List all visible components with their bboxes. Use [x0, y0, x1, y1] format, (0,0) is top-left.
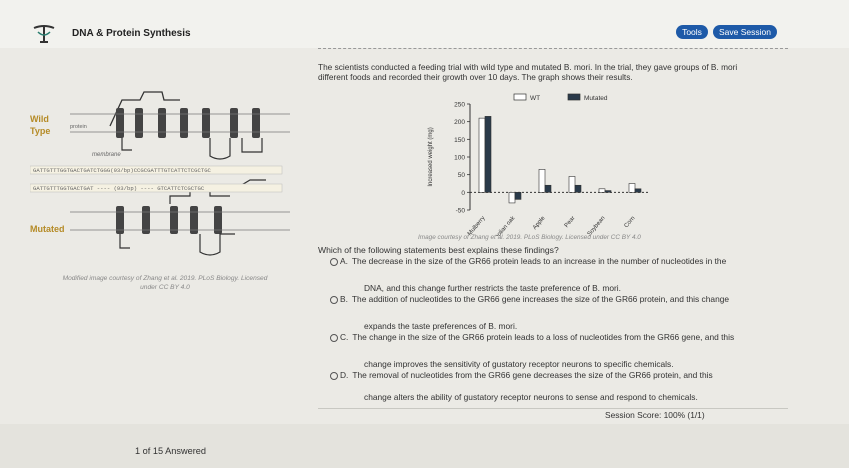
x-tick-label: Pear — [563, 215, 577, 230]
bar — [539, 169, 545, 192]
option-text: The removal of nucleotides from the GR66 gene decreases the size of the GR66 protein, and this — [352, 370, 713, 380]
legend-label: WT — [530, 95, 541, 102]
bar — [605, 191, 611, 193]
top-bar — [0, 0, 849, 48]
chart-caption: Image courtesy of Zhang et al. 2019. PLoS Biology. Licensed under CC BY 4.0 — [418, 234, 641, 241]
type-label: Type — [30, 126, 51, 136]
option-d[interactable] — [330, 366, 713, 384]
option-a[interactable] — [330, 252, 726, 270]
x-tick-label: Soybean — [586, 215, 607, 236]
dna-logo-icon — [32, 22, 56, 44]
y-tick-label: 200 — [454, 119, 465, 127]
wild-label: Wild — [30, 114, 49, 124]
radio-d[interactable] — [330, 372, 338, 380]
bar — [599, 189, 605, 193]
protein-label: protein — [70, 124, 87, 130]
x-tick-label: Corn — [623, 215, 637, 230]
x-tick-label: Apple — [532, 215, 547, 232]
answered-count: 1 of 15 Answered — [135, 446, 206, 456]
app-title: DNA & Protein Synthesis — [72, 28, 191, 39]
y-tick-label: 0 — [461, 189, 465, 197]
save-session-button[interactable]: Save Session — [713, 25, 777, 39]
legend-label: Mutated — [584, 95, 608, 102]
bar — [569, 176, 575, 192]
option-text: The addition of nucleotides to the GR66 gene increases the size of the GR66 protein, and this change — [351, 294, 730, 304]
divider — [318, 48, 788, 49]
tools-button[interactable]: Tools — [676, 25, 708, 39]
x-tick-label: Mongolian oak — [486, 215, 517, 236]
intro-line: The scientists conducted a feeding trial with wild type and mutated B. mori. In the trial, they gave groups of B. mori — [318, 62, 738, 72]
option-d-cont: change alters the ability of gustatory receptor neurons to sense and respond to chemicals. — [364, 392, 698, 402]
radio-a[interactable] — [330, 258, 338, 266]
option-letter: A. — [340, 256, 348, 266]
y-tick-label: 50 — [457, 172, 465, 180]
bar — [509, 192, 515, 203]
bar — [479, 118, 485, 192]
bar — [545, 185, 551, 192]
divider — [318, 408, 788, 409]
bar — [629, 184, 635, 193]
figure-caption-line: Modified image courtesy of Zhang et al. 2019. PLoS Biology. Licensed — [62, 275, 268, 282]
y-tick-label: 250 — [454, 101, 465, 109]
y-tick-label: -50 — [455, 207, 465, 215]
option-letter: D. — [340, 370, 349, 380]
bar-chart — [418, 86, 658, 236]
option-b[interactable] — [330, 290, 729, 308]
legend-swatch — [514, 94, 526, 100]
gene-protein-figure — [30, 86, 298, 272]
option-b-cont: expands the taste preferences of B. mori. — [364, 321, 518, 331]
mutated-sequence: GATTGTTTGGTGACTGAT ---- (93/bp) ---- GTCATTCTCGCTGC — [33, 185, 205, 192]
weight-chart — [418, 86, 658, 236]
option-c[interactable] — [330, 328, 734, 346]
radio-b[interactable] — [330, 296, 338, 304]
figure-caption-line: under CC BY 4.0 — [140, 284, 190, 291]
bar — [515, 192, 521, 199]
intro-line: different foods and recorded their growth over 10 days. The graph shows their results. — [318, 72, 633, 82]
x-tick-label: Mulberry — [466, 215, 487, 236]
question-stimulus — [318, 62, 788, 82]
option-text: The decrease in the size of the GR66 protein leads to an increase in the number of nucleotides in the — [351, 256, 727, 266]
figure-caption — [30, 274, 300, 292]
legend-swatch — [568, 94, 580, 100]
membrane-label: membrane — [92, 152, 121, 158]
bar — [635, 189, 641, 193]
question-text: Which of the following statements best explains these findings? — [318, 245, 559, 255]
y-tick-label: 100 — [454, 154, 465, 162]
y-tick-label: 150 — [454, 136, 465, 144]
option-letter: C. — [340, 332, 349, 342]
bar — [485, 116, 491, 192]
mutated-label: Mutated — [30, 224, 65, 234]
option-text: The change in the size of the GR66 protein leads to a loss of nucleotides from the GR66 gene, and this — [352, 332, 735, 342]
session-score: Session Score: 100% (1/1) — [605, 410, 705, 420]
option-a-cont: DNA, and this change further restricts the taste preference of B. mori. — [364, 283, 621, 293]
option-c-cont: change improves the sensitivity of gustatory receptor neurons to specific chemicals. — [364, 359, 674, 369]
footer-bar — [0, 424, 849, 468]
radio-c[interactable] — [330, 334, 338, 342]
wild-sequence: GATTGTTTGGTGACTGATCTGGG(93/bp)CCGCGATTTGTCATTCTCGCTGC — [33, 167, 211, 174]
bar — [575, 185, 581, 192]
option-letter: B. — [340, 294, 348, 304]
y-axis-label: Increased weight (mg) — [428, 127, 434, 187]
membrane-diagram — [30, 86, 298, 272]
